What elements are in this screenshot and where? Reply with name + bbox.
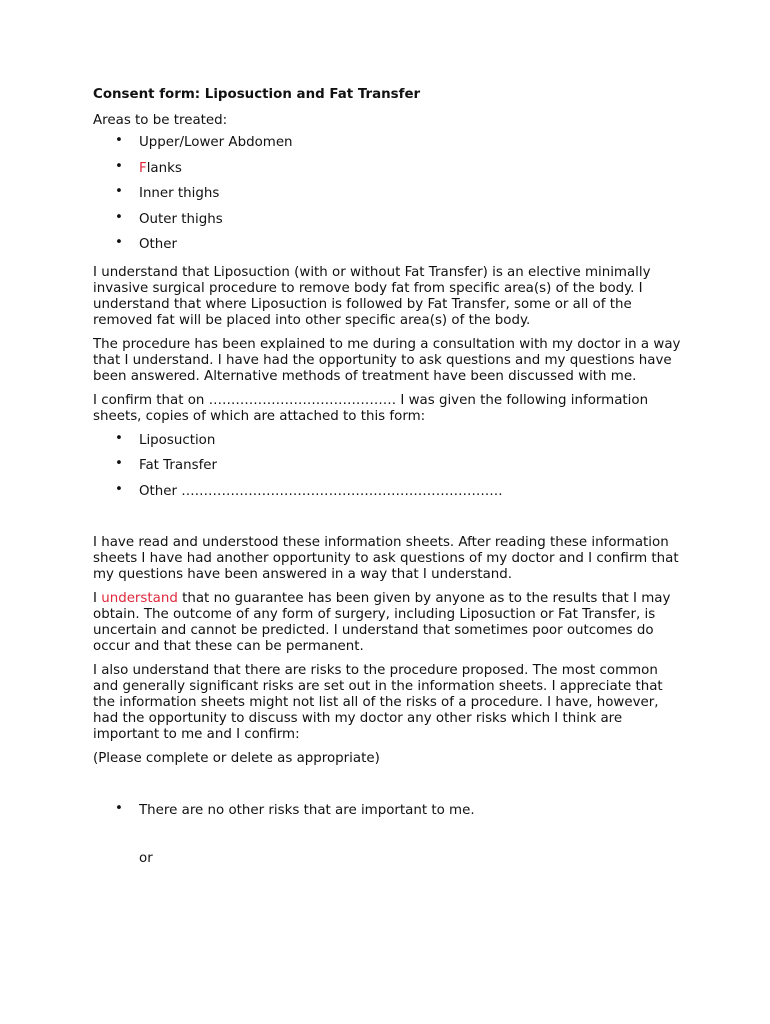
sheet-item-fat-transfer xyxy=(93,458,683,484)
paragraph-procedure-definition: I understand that Liposuction (with or without Fat Transfer) is an elective minimally invasive surgical procedure to remove body fat from specific area(s) of the body. I understand that where Liposuction is followed by Fat Transfer, some or all of the removed fat will be placed into other specific area(s) of the body. xyxy=(93,264,651,328)
paragraph-instructions: (Please complete or delete as appropriate) xyxy=(93,751,380,766)
paragraph-rest: that no guarantee has been given by anyone as to the results that I may obtain. The outcome of any form of surgery, including Liposuction or Fat Transfer, is uncertain and cannot be predicted. I understand that sometimes poor outcomes do occur and that these can be permanent. xyxy=(93,591,671,654)
area-item-label: lanks xyxy=(146,160,182,176)
risk-option-label: There are no other risks that are important to me. xyxy=(139,803,475,818)
area-item-outer-thighs xyxy=(93,212,683,238)
sheet-item-label: Liposuction xyxy=(139,432,216,448)
area-item-inner-thighs xyxy=(93,186,683,212)
sheets-list xyxy=(93,433,683,510)
area-item-flanks xyxy=(93,161,683,187)
area-item-label: Outer thighs xyxy=(139,211,223,227)
spacer xyxy=(93,831,683,851)
paragraph-information-sheets: I confirm that on …………………………………… I was given the following information sheets, copies of which are attached to this form: xyxy=(93,392,649,424)
risk-option-none xyxy=(93,803,683,829)
highlighted-word: understand xyxy=(101,591,178,606)
paragraph-no-guarantee xyxy=(93,591,683,655)
document-body xyxy=(93,87,683,867)
sheet-item-label: Fat Transfer xyxy=(139,458,218,473)
area-item-label: Other xyxy=(139,237,178,252)
area-item-other xyxy=(93,237,683,263)
spacer xyxy=(93,511,683,535)
document-title: Consent form: Liposuction and Fat Transfer xyxy=(93,87,421,102)
paragraph-read-understood: I have read and understood these information sheets. After reading these information sheets I have had another opportunity to ask questions of my doctor and I confirm that my questions have been answered in a way that I understand. xyxy=(93,535,679,582)
sheet-item-liposuction xyxy=(93,433,683,459)
risk-options-list xyxy=(93,803,683,829)
sheet-item-label: Other ……………………………………………………………… xyxy=(139,483,503,499)
areas-label: Areas to be treated: xyxy=(93,113,228,128)
spacer xyxy=(93,775,683,803)
area-item-label: Inner thighs xyxy=(139,186,220,201)
areas-list xyxy=(93,135,683,263)
area-item-abdomen xyxy=(93,135,683,161)
paragraph-consultation: The procedure has been explained to me during a consultation with my doctor in a way that I understand. I have had the opportunity to ask questions and my questions have been answered. Alternative methods of treatment have been discussed with me. xyxy=(93,336,681,384)
area-item-label: Upper/Lower Abdomen xyxy=(139,135,293,150)
or-separator: or xyxy=(139,850,153,866)
sheet-item-other xyxy=(93,484,683,510)
flanks-highlight-letter: F xyxy=(139,160,147,176)
paragraph-risks: I also understand that there are risks to the procedure proposed. The most common and generally significant risks are set out in the information sheets. I appreciate that the information sheets might not list all of the risks of a procedure. I have, however, had the opportunity to discuss with my doctor any other risks which I think are important to me and I confirm: xyxy=(93,663,663,742)
paragraph-prefix: I xyxy=(93,591,102,606)
